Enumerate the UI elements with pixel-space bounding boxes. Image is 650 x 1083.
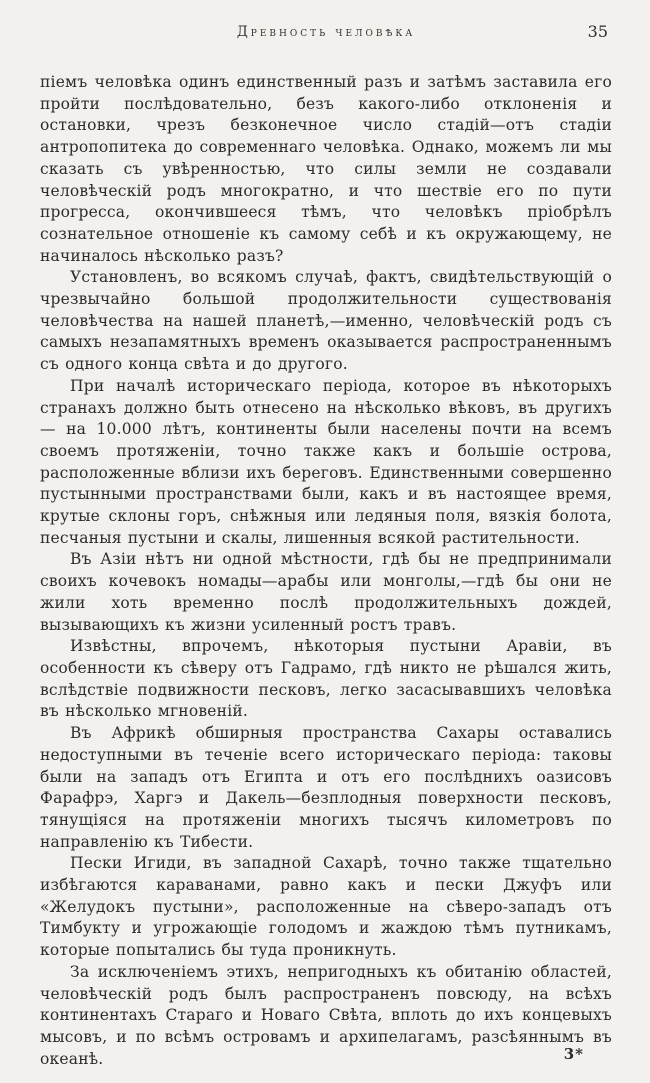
- paragraph: За исключеніемъ этихъ, непригодныхъ къ обитанію областей, человѣческій родъ былъ распространенъ повсюду, на всѣхъ континентахъ Стараго и Новаго Свѣта, вплоть до ихъ концевыхъ мысовъ, и по всѣмъ островамъ и архипелагамъ, разсѣяннымъ въ океанѣ.: [40, 962, 612, 1068]
- signature-mark: 3*: [563, 1045, 584, 1063]
- page-header: [40, 24, 612, 48]
- paragraph: Въ Азіи нѣтъ ни одной мѣстности, гдѣ бы не предпринимали своихъ кочевокъ номады—арабы или монголы,—гдѣ бы они не жили хоть временно послѣ продолжительныхъ дождей, вызывающихъ къ жизни усиленный ростъ травъ.: [40, 550, 612, 634]
- paragraph: піемъ человѣка одинъ единственный разъ и затѣмъ заставила его пройти послѣдовательно, безъ какого-либо отклоненія и остановки, чрезъ безконечное число стадій—отъ стадіи антропопитека до современнаго человѣка. Однако, можемъ ли мы сказать съ увѣренностью, что силы земли не создавали человѣческій родъ многократно, и что шествіе его по пути прогресса, окончившееся тѣмъ, что человѣкъ пріобрѣлъ сознательное отношеніе къ самому себѣ и къ окружающему, не начиналось нѣсколько разъ?: [40, 73, 612, 265]
- paragraph: При началѣ историческаго періода, которое въ нѣкоторыхъ странахъ должно быть отнесено на нѣсколько вѣковъ, въ другихъ — на 10.000 лѣтъ, континенты были населены почти на всемъ своемъ протяженіи, точно также какъ и большіе острова, расположенные вблизи ихъ береговъ. Единственными совершенно пустынными пространствами были, какъ и въ настоящее время, крутые склоны горъ, снѣжныя или ледяныя поля, вязкія болота, песчаныя пустыни и скалы, лишенныя всякой растительности.: [40, 376, 612, 547]
- paragraph: Пески Игиди, въ западной Сахарѣ, точно также тщательно избѣгаются караванами, равно какъ и пески Джуфъ или «Желудокъ пустыни», расположенные на сѣверо-западъ отъ Тимбукту и угрожающіе голодомъ и жаждою тѣмъ путникамъ, которые попытались бы туда проникнуть.: [40, 854, 612, 960]
- paragraph: Установленъ, во всякомъ случаѣ, фактъ, свидѣтельствующій о чрезвычайно большой продолжительности существованія человѣчества на нашей планетѣ,—именно, человѣческій родъ съ самыхъ незапамятныхъ временъ оказывается распространеннымъ съ одного конца свѣта и до другого.: [40, 268, 612, 374]
- running-title: Древность человѣка: [236, 24, 416, 40]
- paragraph: Извѣстны, впрочемъ, нѣкоторыя пустыни Аравіи, въ особенности къ сѣверу отъ Гадрамо, гдѣ никто не рѣшался жить, вслѣдствіе подвижности песковъ, легко засасывавшихъ человѣка въ нѣсколько мгновеній.: [40, 637, 612, 721]
- page-body: [40, 72, 612, 1070]
- paragraph: Въ Африкѣ обширныя пространства Сахары оставались недоступными въ теченіе всего историческаго періода: таковы были на западъ отъ Египта и отъ его послѣднихъ оазисовъ Фарафрэ, Харгэ и Дакель—безплодныя поверхности песковъ, тянущіяся на протяженіи многихъ тысячъ километровъ по направленію къ Тибести.: [40, 724, 612, 851]
- page-number: 35: [587, 22, 608, 41]
